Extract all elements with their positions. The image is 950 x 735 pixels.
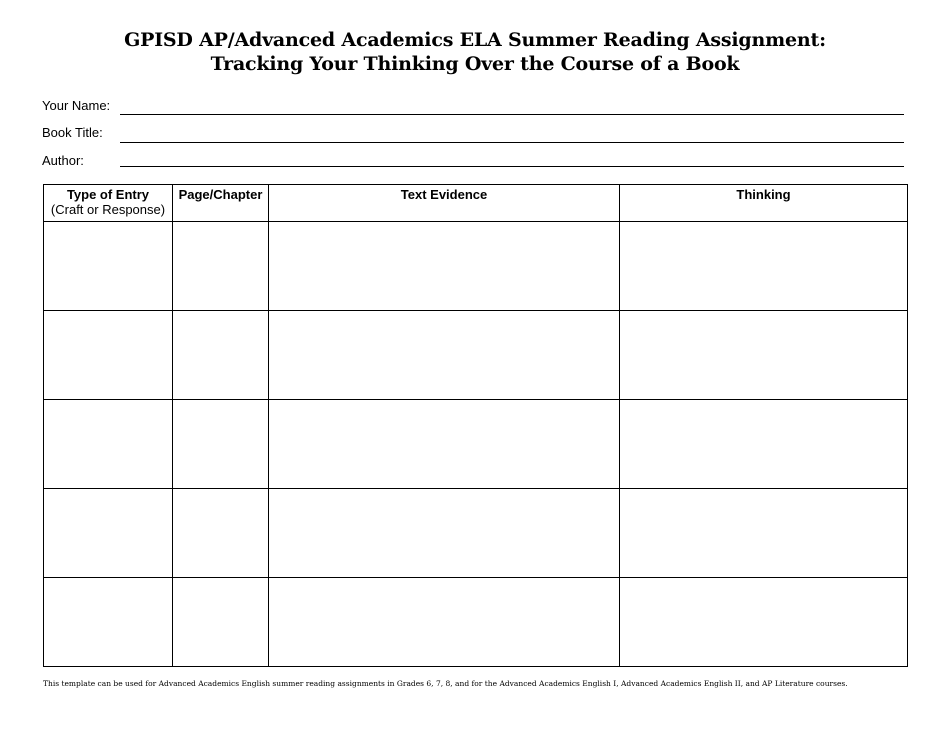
table-header-row	[44, 185, 908, 222]
book-title-field[interactable]	[120, 142, 904, 143]
author-field[interactable]	[120, 166, 904, 167]
text-evidence-cell[interactable]	[269, 311, 620, 400]
text-evidence-cell[interactable]	[269, 578, 620, 667]
type-of-entry-cell[interactable]	[44, 400, 173, 489]
header-type-of-entry-sublabel: (Craft or Response)	[50, 202, 166, 217]
text-evidence-cell[interactable]	[269, 222, 620, 311]
header-page-chapter: Page/Chapter	[173, 185, 269, 222]
page-chapter-cell[interactable]	[173, 489, 269, 578]
thinking-cell[interactable]	[620, 578, 908, 667]
header-thinking: Thinking	[620, 185, 908, 222]
table-row	[44, 489, 908, 578]
page-chapter-cell[interactable]	[173, 400, 269, 489]
table-row	[44, 400, 908, 489]
page-chapter-cell[interactable]	[173, 578, 269, 667]
title-line-2: Tracking Your Thinking Over the Course of a Book	[210, 53, 740, 75]
your-name-field[interactable]	[120, 114, 904, 115]
header-text-evidence: Text Evidence	[269, 185, 620, 222]
your-name-label: Your Name:	[42, 98, 111, 113]
type-of-entry-cell[interactable]	[44, 311, 173, 400]
reading-log-table	[43, 184, 908, 667]
thinking-cell[interactable]	[620, 222, 908, 311]
header-type-of-entry	[44, 185, 173, 222]
type-of-entry-cell[interactable]	[44, 489, 173, 578]
text-evidence-cell[interactable]	[269, 489, 620, 578]
table-row	[44, 578, 908, 667]
type-of-entry-cell[interactable]	[44, 222, 173, 311]
author-label: Author:	[42, 153, 84, 168]
footnote: This template can be used for Advanced Academics English summer reading assignments in Grades 6, 7, 8, and for the Advanced Academics English I, Advanced Academics English II, and AP Literature courses.	[43, 679, 848, 688]
table-row	[44, 311, 908, 400]
title-line-1: GPISD AP/Advanced Academics ELA Summer Reading Assignment:	[124, 29, 826, 51]
text-evidence-cell[interactable]	[269, 400, 620, 489]
book-title-label: Book Title:	[42, 125, 103, 140]
thinking-cell[interactable]	[620, 489, 908, 578]
header-type-of-entry-label: Type of Entry	[66, 187, 150, 202]
thinking-cell[interactable]	[620, 311, 908, 400]
thinking-cell[interactable]	[620, 400, 908, 489]
page-chapter-cell[interactable]	[173, 311, 269, 400]
table-row	[44, 222, 908, 311]
page-chapter-cell[interactable]	[173, 222, 269, 311]
type-of-entry-cell[interactable]	[44, 578, 173, 667]
